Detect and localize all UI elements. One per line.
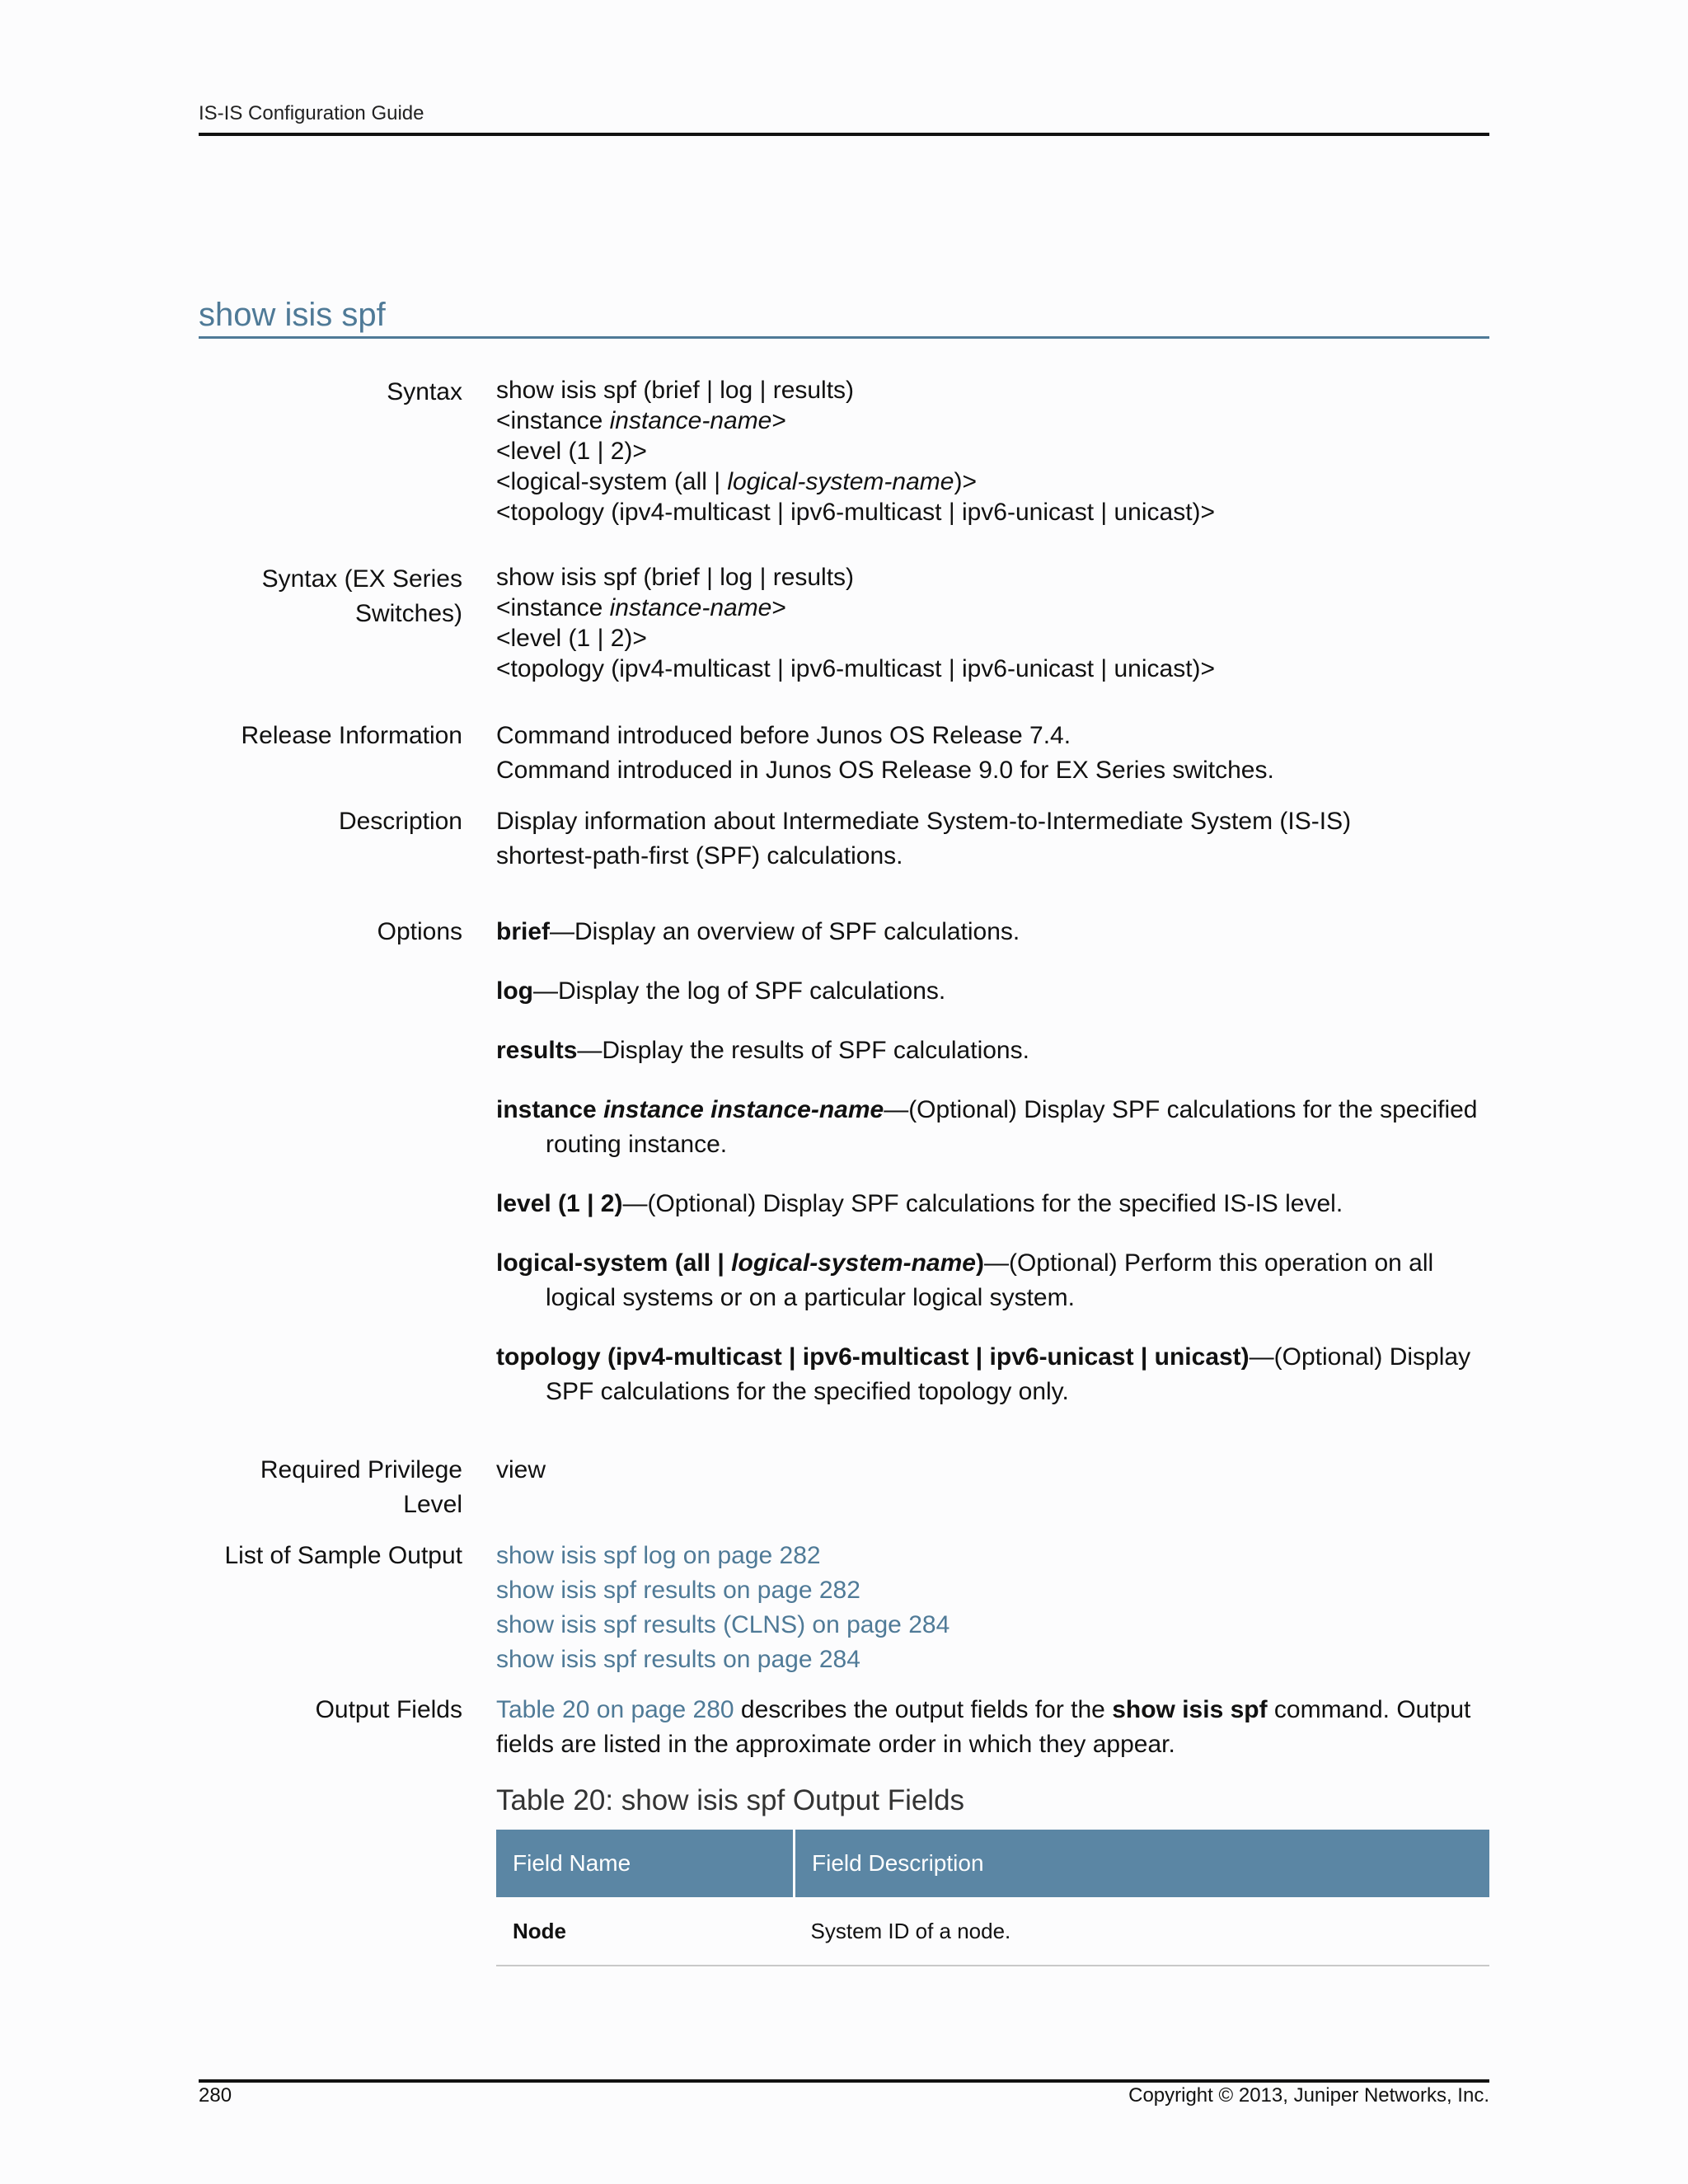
table-header-row — [496, 1830, 1489, 1897]
privilege-value: view — [496, 1456, 546, 1483]
syntax-ex-label — [199, 562, 462, 631]
release-block — [496, 719, 1489, 788]
syntax-line — [496, 466, 1489, 497]
option-item — [496, 1340, 1489, 1409]
syntax-label: Syntax — [387, 378, 462, 405]
option-term: level (1 | 2) — [496, 1190, 623, 1217]
syntax-text: <instance — [496, 594, 610, 621]
syntax-text: <logical-system (all | — [496, 468, 728, 495]
option-term: topology (ipv4-multicast | ipv6-multicast | ipv6-unicast | unicast) — [496, 1343, 1250, 1371]
option-item — [496, 974, 1489, 1009]
option-desc: —(Optional) Display SPF calculations for the specified routing instance. — [546, 1096, 1478, 1158]
command-name: show isis spf — [1112, 1696, 1268, 1723]
label-line: Switches) — [354, 600, 462, 627]
syntax-text: > — [771, 594, 786, 621]
option-desc: —Display the results of SPF calculations. — [577, 1037, 1029, 1064]
field-description-cell: System ID of a node. — [795, 1897, 1490, 1966]
sample-output-link[interactable]: show isis spf log on page 282 — [496, 1542, 821, 1569]
option-item — [496, 1246, 1489, 1315]
syntax-line — [496, 405, 1489, 436]
syntax-variable: logical-system-name — [727, 468, 954, 495]
option-term: ) — [975, 1249, 984, 1277]
release-label: Release Information — [241, 722, 462, 749]
syntax-line: <topology (ipv4-multicast | ipv6-multicast | ipv6-unicast | unicast)> — [496, 655, 1216, 682]
sample-output-label: List of Sample Output — [224, 1542, 462, 1569]
option-desc: —Display an overview of SPF calculations. — [550, 918, 1020, 945]
option-term-variable: instance instance-name — [603, 1096, 884, 1123]
footer-rule — [199, 2079, 1489, 2083]
option-item — [496, 1093, 1489, 1162]
options-label: Options — [377, 918, 462, 945]
option-desc: —(Optional) Display SPF calculations for the specified IS-IS level. — [622, 1190, 1343, 1217]
syntax-text: <instance — [496, 407, 610, 434]
sample-output-link[interactable]: show isis spf results (CLNS) on page 284 — [496, 1611, 950, 1638]
sample-output-link[interactable]: show isis spf results on page 284 — [496, 1646, 860, 1673]
paragraph-text: command. Output fields are listed in the approximate order in which they appear. — [496, 1696, 1471, 1758]
output-fields-table — [496, 1830, 1489, 1966]
syntax-line: <level (1 | 2)> — [496, 625, 647, 652]
column-header: Field Description — [795, 1830, 1490, 1897]
table-title: Table 20: show isis spf Output Fields — [496, 1784, 965, 1816]
syntax-line: <level (1 | 2)> — [496, 438, 647, 465]
syntax-block — [496, 375, 1489, 527]
output-fields-paragraph — [496, 1693, 1489, 1762]
privilege-label — [199, 1453, 462, 1522]
option-term: brief — [496, 918, 551, 945]
release-line: Command introduced before Junos OS Release 7.4. — [496, 722, 1071, 749]
syntax-variable: instance-name — [609, 407, 772, 434]
output-fields-block — [496, 1693, 1489, 1966]
option-term: logical-system (all | — [496, 1249, 732, 1277]
syntax-text: )> — [954, 468, 977, 495]
description-line: shortest-path-first (SPF) calculations. — [496, 842, 903, 869]
table-link[interactable]: Table 20 on page 280 — [496, 1696, 734, 1723]
sample-output-link[interactable]: show isis spf results on page 282 — [496, 1577, 860, 1604]
paragraph-text: describes the output fields for the — [734, 1696, 1113, 1723]
output-fields-label: Output Fields — [315, 1696, 462, 1723]
description-block — [496, 804, 1489, 874]
copyright: Copyright © 2013, Juniper Networks, Inc. — [1128, 2084, 1489, 2107]
option-desc: —(Optional) Display SPF calculations for the specified topology only. — [546, 1343, 1471, 1405]
option-term: log — [496, 977, 533, 1005]
syntax-line: show isis spf (brief | log | results) — [496, 377, 855, 404]
option-item — [496, 915, 1489, 949]
title-rule — [199, 336, 1489, 339]
syntax-line: <topology (ipv4-multicast | ipv6-multicast | ipv6-unicast | unicast)> — [496, 499, 1216, 526]
column-header: Field Name — [496, 1830, 795, 1897]
option-desc: —(Optional) Perform this operation on all logical systems or on a particular logical system. — [546, 1249, 1434, 1311]
page-number: 280 — [199, 2084, 232, 2107]
document-page — [199, 0, 1489, 2184]
options-list — [496, 915, 1489, 1434]
table-row — [496, 1897, 1489, 1966]
syntax-line — [496, 593, 1489, 623]
description-label: Description — [338, 808, 462, 835]
field-name-cell: Node — [496, 1897, 795, 1966]
syntax-text: > — [771, 407, 786, 434]
syntax-ex-block — [496, 562, 1489, 684]
header-rule — [199, 133, 1489, 136]
option-item — [496, 1033, 1489, 1068]
option-item — [496, 1187, 1489, 1221]
syntax-line: show isis spf (brief | log | results) — [496, 564, 855, 591]
release-line: Command introduced in Junos OS Release 9.0 for EX Series switches. — [496, 757, 1274, 784]
description-line: Display information about Intermediate System-to-Intermediate System (IS-IS) — [496, 808, 1352, 835]
sample-output-links — [496, 1539, 1489, 1677]
option-term: instance — [496, 1096, 604, 1123]
option-term-variable: logical-system-name — [731, 1249, 976, 1277]
page-title: show isis spf — [199, 297, 386, 333]
syntax-variable: instance-name — [609, 594, 772, 621]
option-term: results — [496, 1037, 578, 1064]
label-line: Required Privilege — [260, 1456, 462, 1483]
label-line: Level — [403, 1491, 462, 1518]
option-desc: —Display the log of SPF calculations. — [533, 977, 946, 1005]
label-line: Syntax (EX Series — [261, 565, 462, 593]
running-header: IS-IS Configuration Guide — [199, 102, 424, 124]
